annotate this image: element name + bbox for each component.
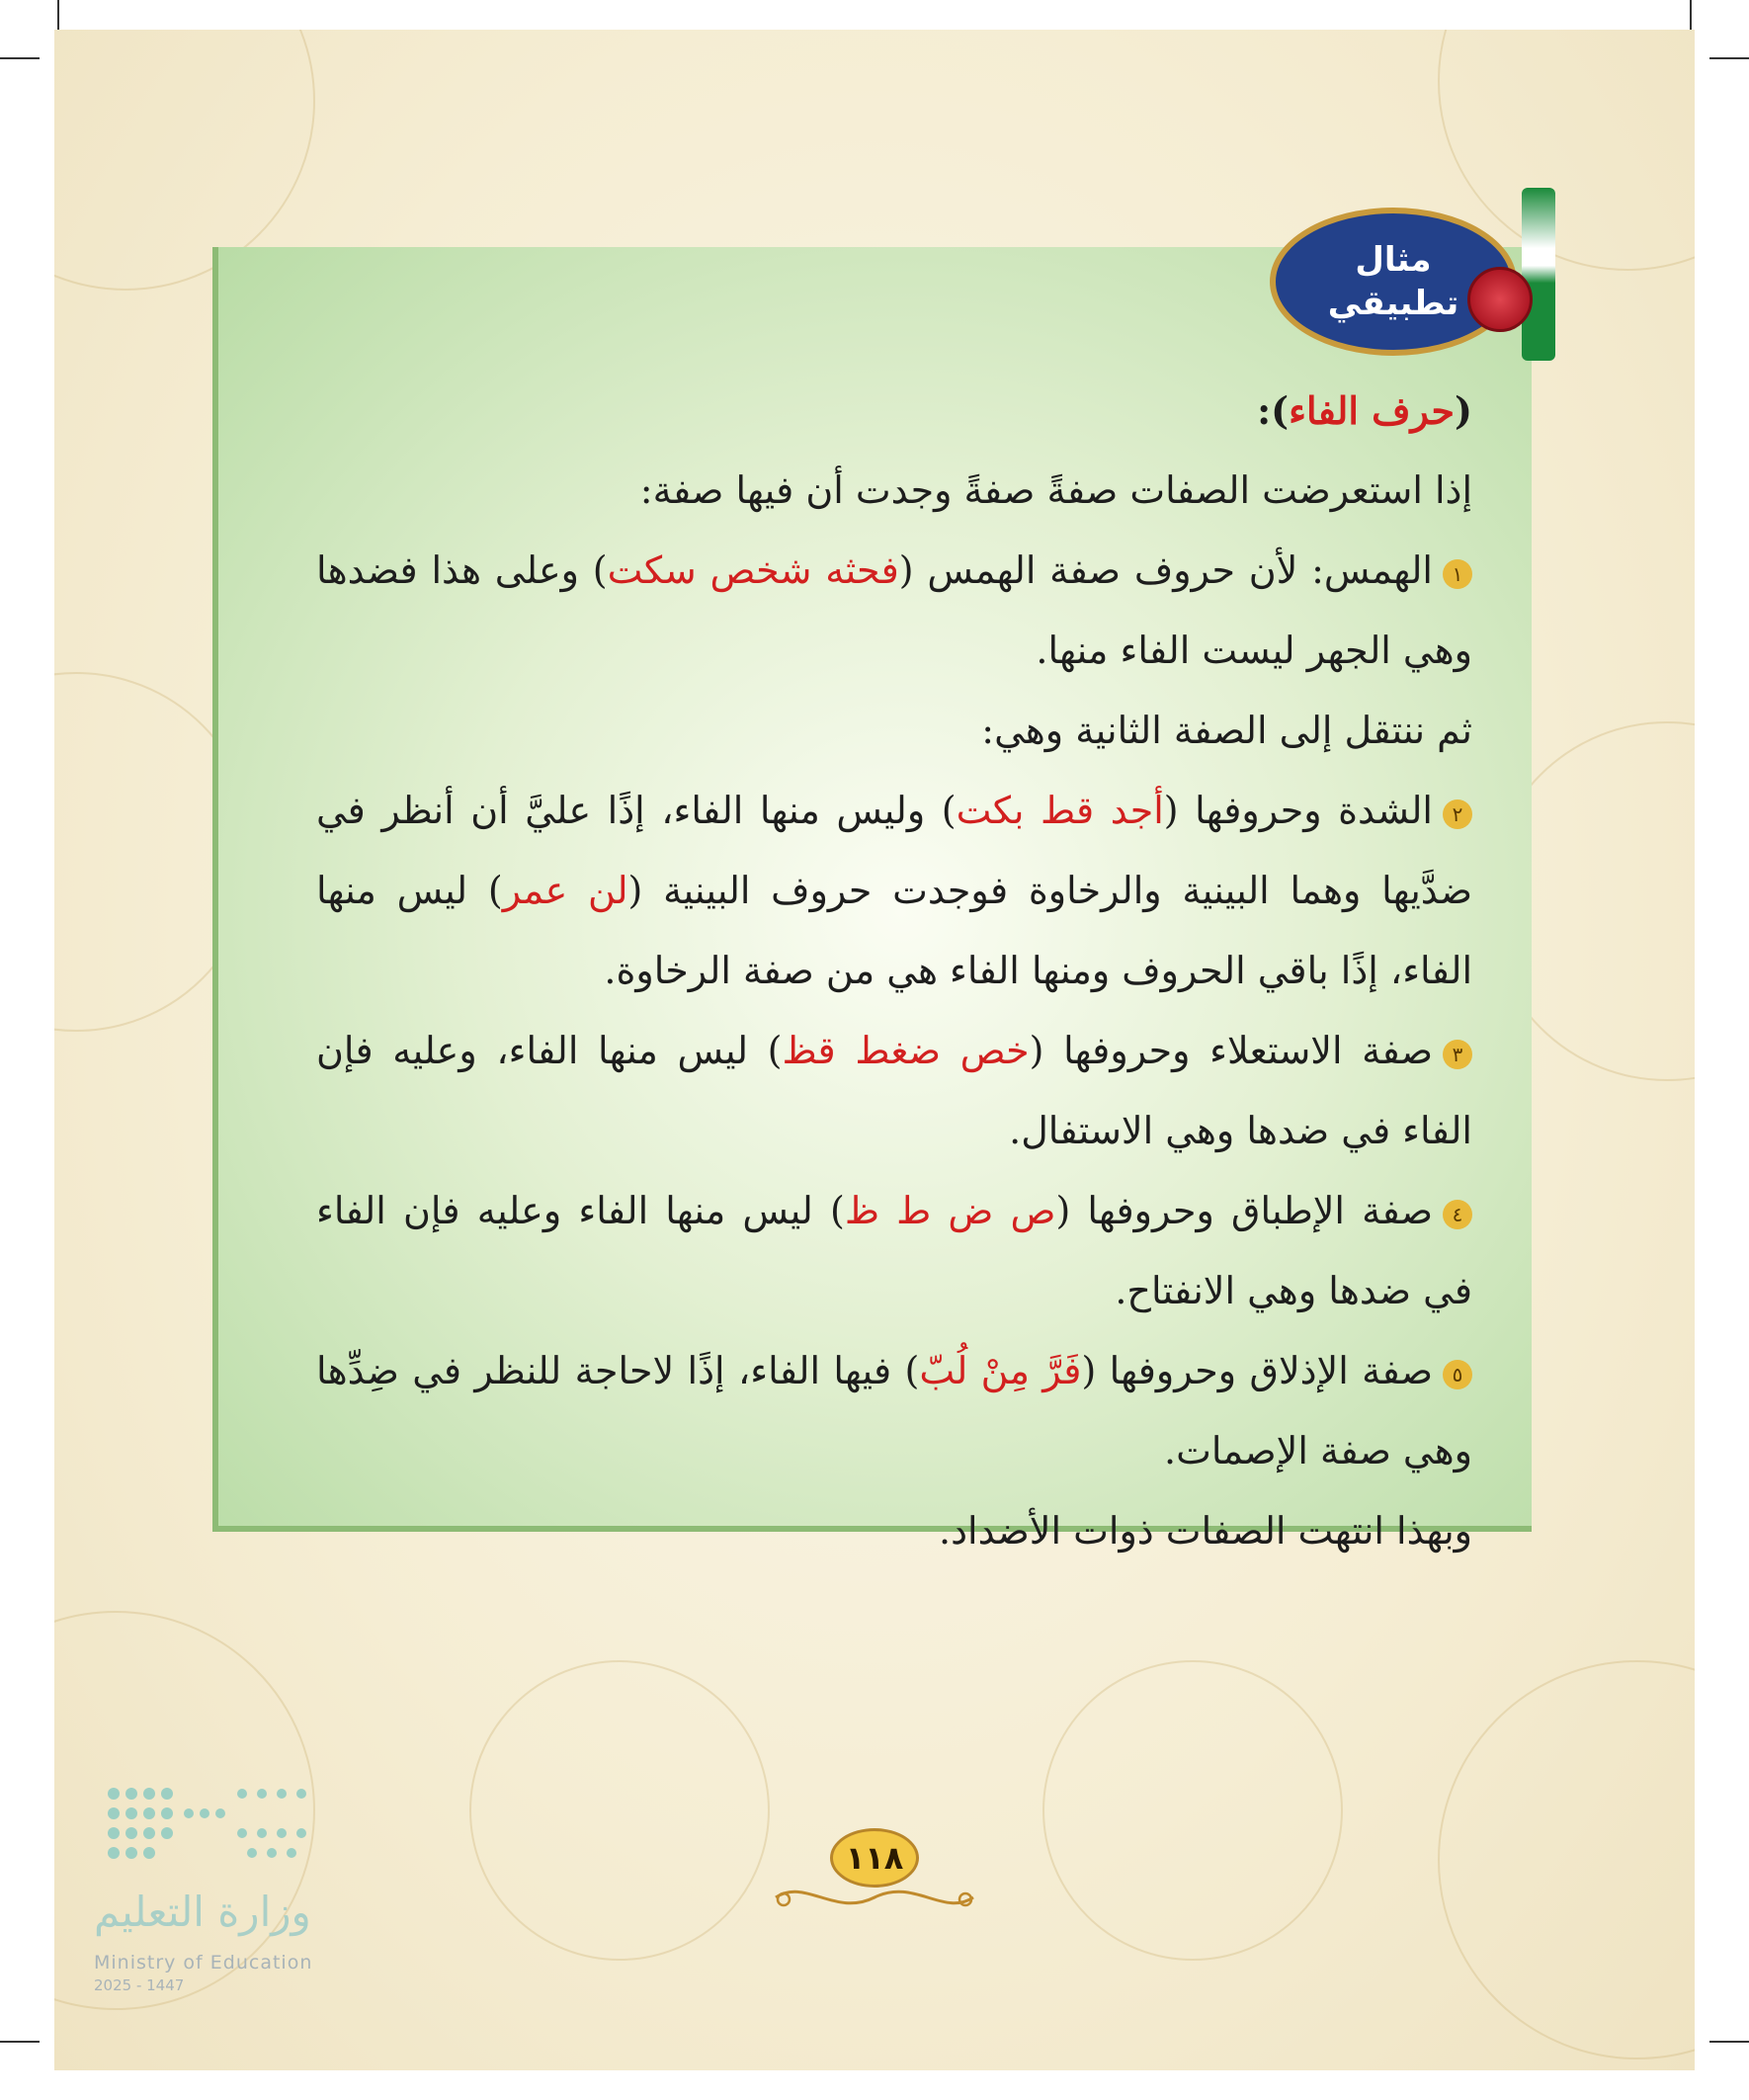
crop-mark (1709, 57, 1749, 59)
closing-text: وبهذا انتهت الصفات ذوات الأضداد. (939, 1509, 1472, 1553)
heading (316, 371, 1472, 451)
crop-mark (0, 57, 40, 59)
ornament (469, 1660, 770, 1961)
ministry-name-arabic: وزارة التعليم (94, 1888, 311, 1936)
item-text: ) وليس منها الفاء، إذًا عليَّ أن أنظر في ضدَّيها وهما البينية والرخاوة فوجدت حروف البينية ( (316, 789, 1472, 912)
page-number-label: ١١٨ (830, 1828, 919, 1888)
lesson-content (316, 371, 1472, 1571)
item-text: ) فيها الفاء، إذًا لاحاجة للنظر في ضِدِّها وهي صفة الإصمات. (316, 1349, 1472, 1472)
badge-line-2: تطبيقي (1327, 284, 1459, 323)
letters-highlight: خص ضغط قظ (782, 1029, 1030, 1072)
heading-word: حرف الفاء (1289, 388, 1456, 433)
transition-text: ثم ننتقل إلى الصفة الثانية وهي: (981, 709, 1472, 752)
letters-highlight: لن عمر (502, 869, 628, 912)
item-text: صفة الإذلاق وحروفها ( (1081, 1349, 1434, 1392)
list-item (316, 531, 1472, 691)
number-badge: ٤ (1443, 1200, 1472, 1229)
seal-icon (1467, 267, 1533, 332)
number-badge: ٥ (1443, 1360, 1472, 1389)
list-item (316, 771, 1472, 1011)
item-text: صفة الإطباق وحروفها ( (1055, 1189, 1434, 1232)
ministry-logo (94, 1774, 321, 2001)
ornament (1042, 1660, 1343, 1961)
intro-text: إذا استعرضت الصفات صفةً صفةً وجدت أن فيها صفة: (639, 468, 1472, 512)
letters-highlight: فحثه شخص سكت (607, 548, 899, 592)
flag-icon (1522, 188, 1555, 361)
crop-mark (1709, 2041, 1749, 2043)
example-badge (1270, 188, 1566, 371)
item-text: ) وعلى هذا فضدها وهي الجهر ليست الفاء منها. (316, 548, 1472, 672)
dots-logo-icon (94, 1774, 321, 1883)
ornament (1438, 1660, 1695, 2059)
ministry-name-english: Ministry of Education (94, 1952, 313, 1974)
item-text: الشدة وحروفها ( (1163, 789, 1433, 832)
crop-mark (0, 2041, 40, 2043)
ministry-year: 2025 - 1447 (94, 1976, 185, 1994)
item-text: ) ليس منها الفاء، إذًا باقي الحروف ومنها الفاء هي من صفة الرخاوة. (316, 869, 1472, 992)
item-text: ) ليس منها الفاء وعليه فإن الفاء في ضدها وهي الانفتاح. (316, 1189, 1472, 1312)
letters-highlight: فَرَّ مِنْ لُبّ (919, 1349, 1082, 1392)
letters-highlight: أجد قط بكت (956, 789, 1164, 832)
list-item (316, 1011, 1472, 1171)
list-item (316, 1331, 1472, 1491)
number-badge: ٣ (1443, 1040, 1472, 1069)
item-text: ) ليس منها الفاء، وعليه فإن الفاء في ضدها وهي الاستفال. (316, 1029, 1472, 1152)
letters-highlight: ص ض ط ظ (844, 1189, 1056, 1232)
list-item (316, 1171, 1472, 1331)
heading-close: ): (1257, 388, 1290, 433)
item-text: الهمس: لأن حروف صفة الهمس ( (898, 548, 1433, 592)
number-badge: ١ (1443, 559, 1472, 589)
badge-line-1: مثال (1355, 240, 1432, 280)
number-badge: ٢ (1443, 799, 1472, 829)
page-number (766, 1828, 983, 1927)
item-text: صفة الاستعلاء وحروفها ( (1029, 1029, 1434, 1072)
heading-open: ( (1455, 388, 1472, 433)
swirl-ornament-icon (766, 1878, 983, 1917)
